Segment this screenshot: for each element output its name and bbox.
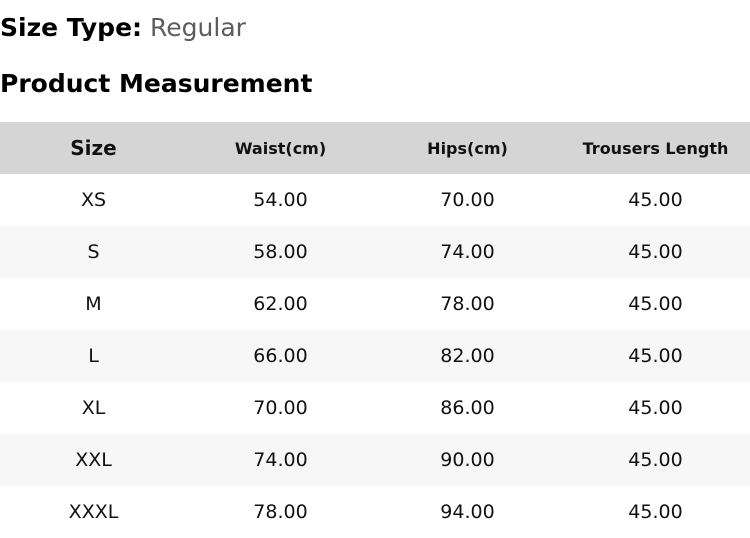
- cell-waist: 70.00: [253, 397, 308, 419]
- cell-waist: 54.00: [253, 189, 308, 211]
- header-size: Size: [70, 136, 117, 160]
- cell-hips: 78.00: [440, 293, 495, 315]
- table-row: [0, 174, 750, 226]
- cell-waist: 62.00: [253, 293, 308, 315]
- cell-waist: 58.00: [253, 241, 308, 263]
- header-waist: Waist(cm): [234, 138, 327, 158]
- size-type-value: Regular: [150, 13, 246, 42]
- cell-waist: 66.00: [253, 345, 308, 367]
- cell-size: M: [85, 293, 102, 315]
- cell-size: XS: [80, 189, 107, 211]
- cell-hips: 94.00: [440, 501, 495, 523]
- size-type-line: [0, 10, 246, 46]
- cell-trousers-length: 45.00: [628, 449, 683, 471]
- cell-trousers-length: 45.00: [628, 241, 683, 263]
- table-row: [0, 226, 750, 278]
- size-table: [0, 122, 750, 538]
- table-row: [0, 434, 750, 486]
- cell-hips: 82.00: [440, 345, 495, 367]
- cell-hips: 86.00: [440, 397, 495, 419]
- cell-trousers-length: 45.00: [628, 345, 683, 367]
- header-hips: Hips(cm): [427, 138, 508, 158]
- table-row: [0, 278, 750, 330]
- cell-size: XXXL: [68, 501, 119, 523]
- cell-trousers-length: 45.00: [628, 293, 683, 315]
- cell-trousers-length: 45.00: [628, 189, 683, 211]
- size-type-label: Size Type:: [0, 13, 143, 42]
- cell-hips: 74.00: [440, 241, 495, 263]
- cell-waist: 74.00: [253, 449, 308, 471]
- table-row: [0, 382, 750, 434]
- cell-trousers-length: 45.00: [628, 501, 683, 523]
- table-row: [0, 486, 750, 538]
- cell-waist: 78.00: [253, 501, 308, 523]
- header-trousers-length: Trousers Length: [582, 138, 729, 158]
- section-title: Product Measurement: [0, 69, 313, 98]
- table-row: [0, 330, 750, 382]
- cell-size: L: [88, 345, 99, 367]
- cell-size: S: [87, 241, 100, 263]
- cell-hips: 70.00: [440, 189, 495, 211]
- cell-trousers-length: 45.00: [628, 397, 683, 419]
- cell-size: XXL: [75, 449, 112, 471]
- table-header-row: [0, 122, 750, 174]
- cell-hips: 90.00: [440, 449, 495, 471]
- cell-size: XL: [81, 397, 106, 419]
